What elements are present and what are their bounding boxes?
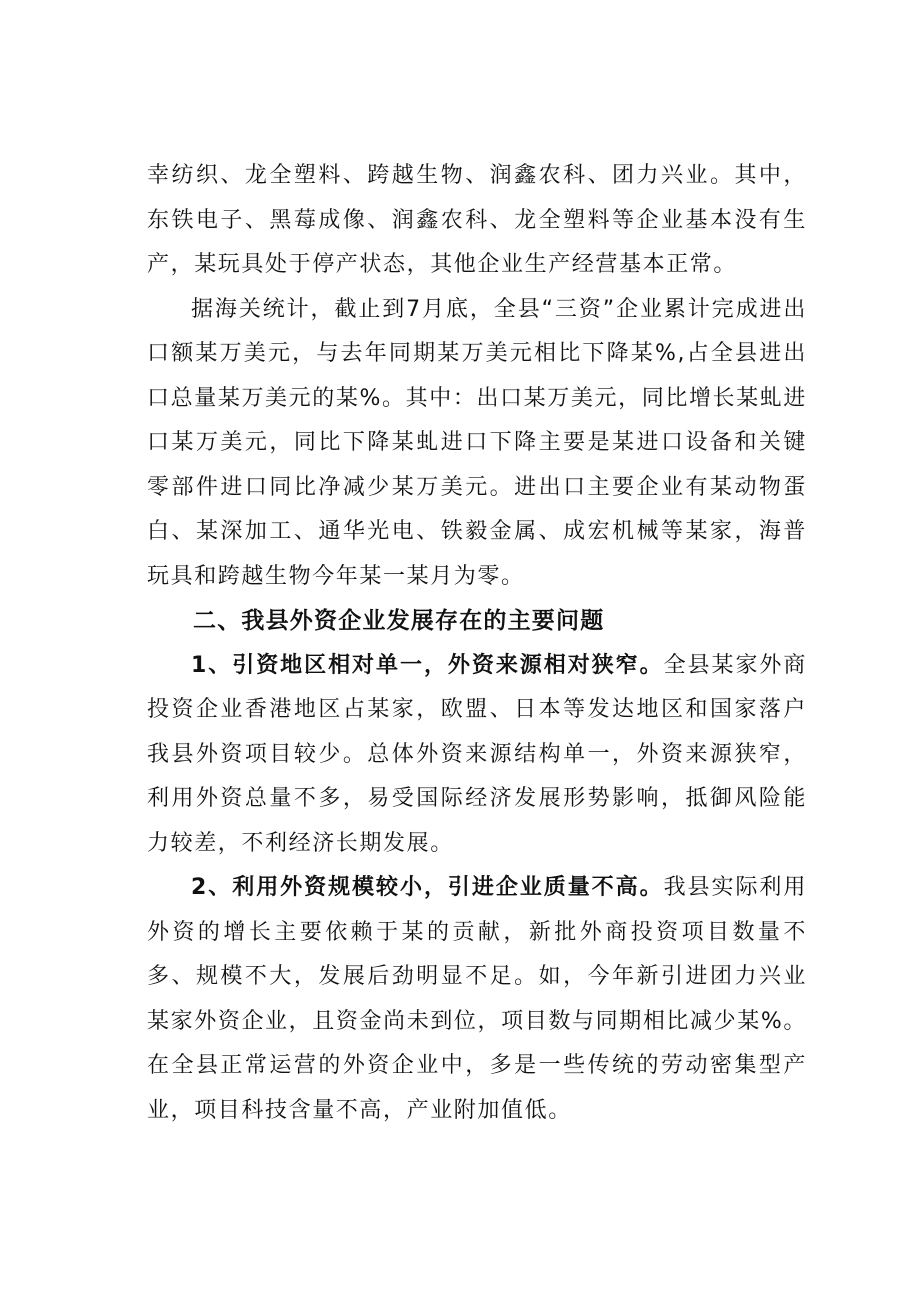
document-body: [147, 154, 807, 1133]
issue-1-paragraph: [147, 644, 807, 867]
issue-1-body: 全县某家外商投资企业香港地区占某家，欧盟、日本等发达地区和国家落户我县外资项目较少。总体外资来源结构单一，外资来源狭窄，利用外资总量不多，易受国际经济发展形势影响，抵御风险能力较差，不利经济长期发展。: [147, 652, 807, 856]
issue-1-title: 1、引资地区相对单一，外资来源相对狭窄。: [191, 652, 664, 678]
paragraph-enterprise-status: 幸纺织、龙全塑料、跨越生物、润鑫农科、团力兴业。其中，东铁电子、黑莓成像、润鑫农科、龙全塑料等企业基本没有生产，某玩具处于停产状态，其他企业生产经营基本正常。: [147, 163, 807, 277]
section-heading: 二、我县外资企业发展存在的主要问题: [193, 608, 605, 634]
issue-2-title: 2、利用外资规模较小，引进企业质量不高。: [191, 875, 664, 900]
issue-2-paragraph: [147, 866, 807, 1133]
paragraph-customs-statistics: 据海关统计，截止到7月底，全县“三资”企业累计完成进出口额某万美元，与去年同期某万美元相比下降某%,占全县进出口总量某万美元的某%。其中：出口某万美元，同比增长某虬进口某万美元，同比下降某虬进口下降主要是某进口设备和关键零部件进口同比净减少某万美元。进出口主要企业有某动物蛋白、某深加工、通华光电、铁毅金属、成宏机械等某家，海普玩具和跨越生物今年某一某月为零。: [147, 296, 807, 589]
issue-2-body: 我县实际利用外资的增长主要依赖于某的贡献，新批外商投资项目数量不多、规模不大，发展后劲明显不足。如，今年新引进团力兴业某家外资企业，且资金尚未到位，项目数与同期相比减少某%。在全县正常运营的外资企业中，多是一些传统的劳动密集型产业，项目科技含量不高，产业附加值低。: [147, 875, 807, 1123]
